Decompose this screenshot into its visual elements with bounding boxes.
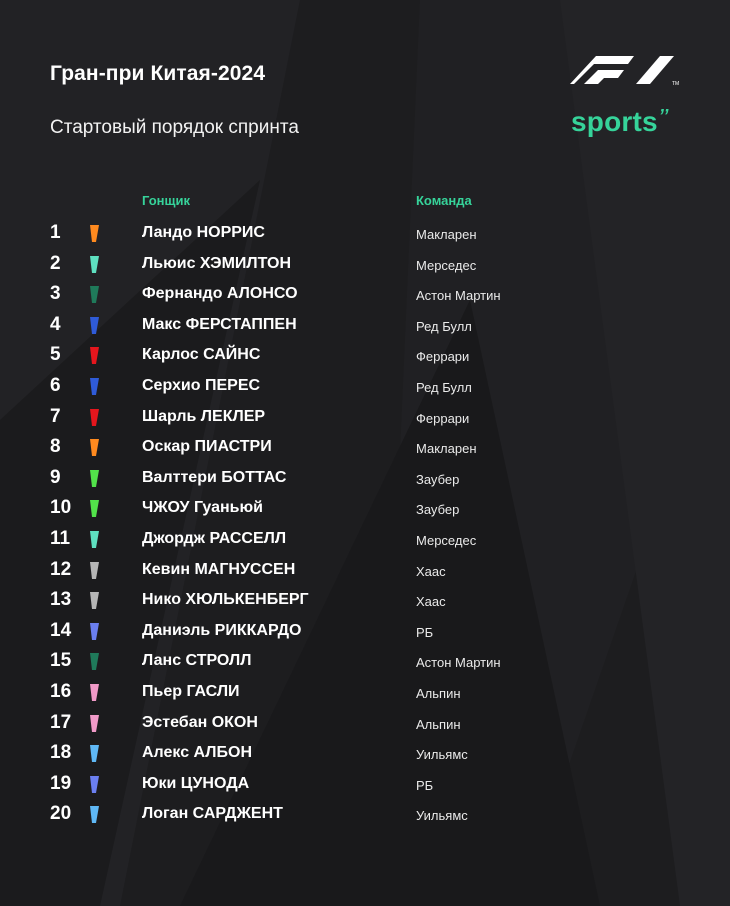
position-number: 16: [50, 680, 72, 702]
grid-list: [0, 218, 730, 830]
team-name: Ред Булл: [416, 379, 472, 395]
position-number: 3: [50, 283, 61, 305]
team-name: Хаас: [416, 563, 446, 579]
team-name: Хаас: [416, 594, 446, 610]
driver-name: Джордж РАССЕЛЛ: [142, 529, 287, 547]
team-name: Уильямс: [416, 747, 468, 763]
team-name: Ред Булл: [416, 318, 472, 334]
table-row: [0, 371, 730, 402]
team-name: Астон Мартин: [416, 288, 501, 304]
driver-name: Льюис ХЭМИЛТОН: [142, 254, 291, 272]
table-row: [0, 402, 730, 433]
driver-name: Оскар ПИАСТРИ: [142, 438, 272, 456]
position-number: 15: [50, 650, 72, 672]
driver-name: Валттери БОТТАС: [142, 468, 287, 486]
team-name: Макларен: [416, 227, 477, 242]
team-color-chip: [88, 623, 100, 640]
team-name: Макларен: [416, 441, 477, 457]
team-color-chip: [88, 347, 100, 364]
position-number: 12: [50, 558, 72, 580]
table-row: [0, 249, 730, 280]
driver-name: Эстебан ОКОН: [142, 713, 258, 731]
table-row: [0, 279, 730, 310]
table-row: [0, 340, 730, 371]
f1-logo: [570, 52, 680, 92]
team-color-chip: [88, 317, 100, 334]
position-number: 17: [50, 711, 72, 733]
team-color-chip: [88, 470, 100, 487]
position-number: 10: [50, 497, 72, 519]
team-name: Альпин: [416, 685, 461, 701]
table-row: [0, 555, 730, 586]
driver-name: Пьер ГАСЛИ: [142, 682, 240, 700]
position-number: 9: [50, 466, 61, 488]
team-color-chip: [88, 592, 100, 609]
team-color-chip: [88, 776, 100, 793]
position-number: 20: [50, 803, 72, 825]
team-name: РБ: [416, 777, 434, 793]
table-row: [0, 524, 730, 555]
table-row: [0, 646, 730, 677]
position-number: 4: [50, 313, 61, 335]
position-number: 13: [50, 589, 72, 611]
table-row: [0, 218, 730, 249]
driver-name: Даниэль РИККАРДО: [142, 621, 302, 639]
sports-logo-text: sports: [571, 106, 658, 137]
team-color-chip: [88, 409, 100, 426]
svg-text:TM: TM: [672, 81, 680, 87]
driver-name: Ланс СТРОЛЛ: [142, 652, 252, 670]
position-number: 19: [50, 772, 72, 794]
column-header-driver: Гонщик: [142, 193, 190, 208]
position-number: 2: [50, 252, 61, 274]
team-color-chip: [88, 286, 100, 303]
team-name: Заубер: [416, 502, 460, 518]
position-number: 14: [50, 619, 72, 641]
team-color-chip: [88, 439, 100, 456]
team-color-chip: [88, 500, 100, 517]
driver-name: Ландо НОРРИС: [142, 224, 265, 241]
team-color-chip: [88, 378, 100, 395]
table-row: [0, 616, 730, 647]
driver-name: Серхио ПЕРЕС: [142, 376, 261, 394]
table-row: [0, 463, 730, 494]
sports-logo-tick: ’’: [658, 106, 669, 126]
table-row: [0, 738, 730, 769]
team-color-chip: [88, 531, 100, 548]
driver-name: Алекс АЛБОН: [142, 744, 253, 762]
table-row: [0, 799, 730, 830]
driver-name: Кевин МАГНУССЕН: [142, 560, 296, 578]
page-title: Гран-при Китая-2024: [50, 62, 266, 85]
driver-name: Логан САРДЖЕНТ: [142, 805, 283, 823]
team-color-chip: [88, 562, 100, 579]
team-name: Астон Мартин: [416, 655, 501, 671]
position-number: 5: [50, 344, 61, 366]
position-number: 1: [50, 222, 61, 243]
team-name: Феррари: [416, 349, 470, 365]
team-name: Мерседес: [416, 257, 477, 273]
team-color-chip: [88, 806, 100, 823]
driver-name: Карлос САЙНС: [142, 346, 261, 364]
table-row: [0, 769, 730, 800]
driver-name: Нико ХЮЛЬКЕНБЕРГ: [142, 591, 309, 609]
driver-name: Фернандо АЛОНСО: [142, 285, 298, 303]
table-row: [0, 708, 730, 739]
team-color-chip: [88, 745, 100, 762]
driver-name: Юки ЦУНОДА: [142, 774, 250, 792]
team-name: Феррари: [416, 410, 470, 426]
driver-name: Макс ФЕРСТАППЕН: [142, 315, 297, 333]
team-color-chip: [88, 256, 100, 273]
team-name: РБ: [416, 624, 434, 640]
table-row: [0, 493, 730, 524]
team-color-chip: [88, 684, 100, 701]
column-header-team: Команда: [416, 193, 472, 208]
team-color-chip: [88, 225, 100, 242]
driver-name: Шарль ЛЕКЛЕР: [142, 407, 266, 425]
team-name: Мерседес: [416, 532, 477, 548]
driver-name: ЧЖОУ Гуаньюй: [142, 499, 263, 517]
position-number: 11: [50, 527, 71, 549]
table-row: [0, 310, 730, 341]
team-color-chip: [88, 653, 100, 670]
sports-logo: [571, 106, 669, 138]
team-name: Заубер: [416, 471, 460, 487]
table-row: [0, 585, 730, 616]
team-name: Уильямс: [416, 808, 468, 824]
team-color-chip: [88, 715, 100, 732]
position-number: 18: [50, 742, 72, 764]
team-name: Альпин: [416, 716, 461, 732]
position-number: 7: [50, 405, 61, 427]
position-number: 8: [50, 436, 61, 458]
table-row: [0, 432, 730, 463]
page-subtitle: Стартовый порядок спринта: [50, 117, 299, 138]
table-row: [0, 677, 730, 708]
position-number: 6: [50, 374, 61, 396]
